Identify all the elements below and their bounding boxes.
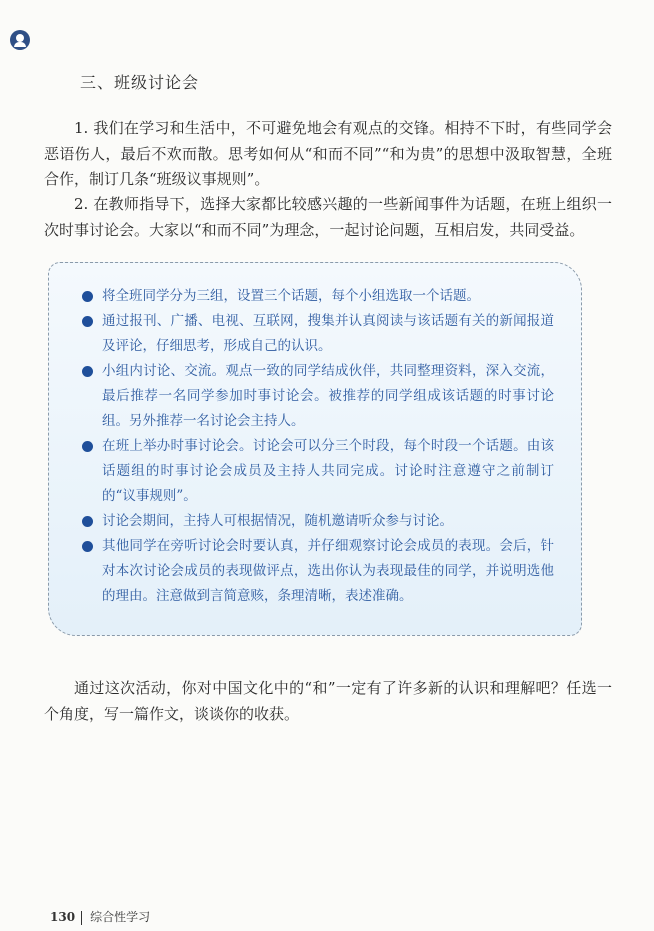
divider: [81, 911, 82, 925]
logo-icon: [10, 30, 30, 50]
list-item: 将全班同学分为三组，设置三个话题，每个小组选取一个话题。: [84, 284, 554, 309]
paragraph-1: 1. 我们在学习和生活中，不可避免地会有观点的交锋。相持不下时，有些同学会恶语伤人，最后不欢而散。思考如何从“和而不同”“和为贵”的思想中汲取智慧，全班合作，制订几条“班级议事规则”。: [44, 119, 612, 188]
list-item: 通过报刊、广播、电视、互联网，搜集并认真阅读与该话题有关的新闻报道及评论，仔细思考，形成自己的认识。: [84, 309, 554, 359]
section-title: 三、班级讨论会: [80, 73, 200, 92]
list-item: 在班上举办时事讨论会。讨论会可以分三个时段，每个时段一个话题。由该话题组的时事讨论会成员及主持人共同完成。讨论时注意遵守之前制订的“议事规则”。: [84, 434, 554, 509]
closing-paragraph: 通过这次活动，你对中国文化中的“和”一定有了许多新的认识和理解吧？任选一个角度，写一篇作文，谈谈你的收获。: [44, 679, 612, 723]
list-item: 小组内讨论、交流。观点一致的同学结成伙伴，共同整理资料，深入交流，最后推荐一名同学参加时事讨论会。被推荐的同学组成该话题的时事讨论组。另外推荐一名讨论会主持人。: [84, 359, 554, 434]
activity-list: [84, 284, 554, 609]
paragraph-2: 2. 在教师指导下，选择大家都比较感兴趣的一些新闻事件为话题，在班上组织一次时事讨论会。大家以“和而不同”为理念，一起讨论问题，互相启发，共同受益。: [44, 195, 612, 239]
section-name: 综合性学习: [90, 910, 151, 924]
page-number: 130: [50, 910, 76, 924]
list-item: 其他同学在旁听讨论会时要认真，并仔细观察讨论会成员的表现。会后，针对本次讨论会成员的表现做评点，选出你认为表现最佳的同学，并说明选他的理由。注意做到言简意赅，条理清晰，表述准确。: [84, 534, 554, 609]
page-footer: [50, 908, 150, 925]
list-item: 讨论会期间，主持人可根据情况，随机邀请听众参与讨论。: [84, 509, 554, 534]
